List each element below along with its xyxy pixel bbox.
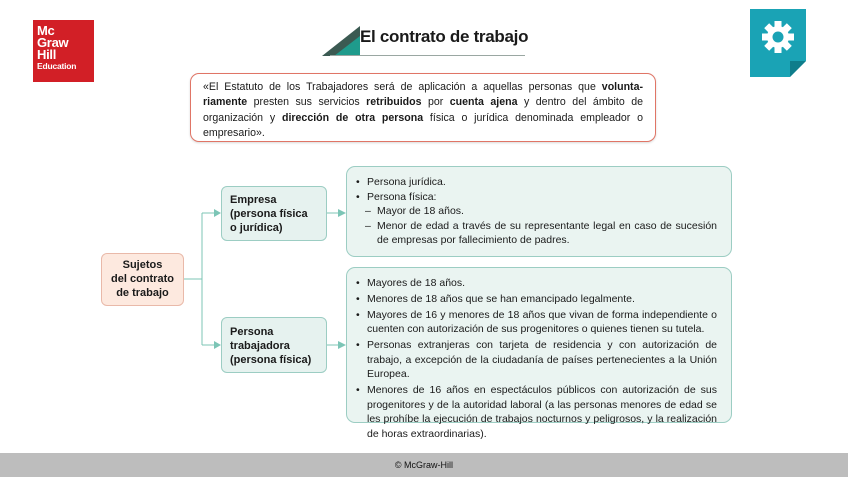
quote-bold: dirección de otra persona: [282, 111, 424, 124]
node-label: del contrato: [111, 273, 174, 285]
list-item: • Menores de 18 años que se han emancipado legalmente.: [356, 292, 717, 307]
quote-text: física o jurídica denominada empleador o empresario».: [203, 111, 644, 140]
logo-line: Education: [37, 61, 77, 71]
node-label: Empresa: [230, 194, 277, 206]
dash-marker: –: [365, 205, 371, 218]
persona-trabajadora-node: [221, 317, 327, 373]
node-label: (persona física): [230, 354, 312, 366]
quote-text: «El Estatuto de los Trabajadores será de aplicación a aquellas personas que: [203, 81, 602, 93]
list-item: • Menores de 16 años en espectáculos públicos con autorización de sus progenitores y de la autoridad laboral (a las personas menores de edad se les prohíbe la ejecución de trabajos nocturnos y peligrosos, y la realización de horas extraordinarias).: [356, 383, 717, 441]
empresa-node: [221, 186, 327, 241]
list-item: • Persona física:: [356, 190, 717, 205]
quote-text: por: [421, 96, 450, 109]
list-item: • Personas extranjeras con tarjeta de residencia y con autorización de trabajo, a excepción de la ciudadanía de países pertenecientes a la Unión Europea.: [356, 338, 717, 382]
quote-bold: retribuidos: [366, 96, 422, 109]
node-label: de trabajo: [116, 287, 169, 299]
quote-text: presten sus servicios: [247, 96, 367, 109]
page-title: El contrato de trabajo: [360, 27, 529, 46]
node-label: o jurídica): [230, 222, 283, 234]
quote-bold: voluntariamente: [203, 81, 643, 109]
quote-text: y dentro del ámbito de organización y: [203, 96, 643, 124]
node-label: (persona física: [230, 208, 308, 220]
sub-list-item: [356, 219, 717, 248]
node-label: trabajadora: [230, 340, 290, 352]
footer-copyright: © McGraw-Hill: [0, 453, 848, 477]
sub-list-item: [356, 204, 717, 219]
empresa-details-panel: [346, 166, 732, 257]
list-item: • Mayores de 16 y menores de 18 años que vivan de forma independiente o cuenten con autorización de sus progenitores o quienes tienen su tutela.: [356, 308, 717, 337]
quote-bold: cuenta ajena: [449, 96, 518, 109]
list-item: • Persona jurídica.: [356, 175, 717, 190]
node-label: Sujetos: [122, 259, 163, 271]
logo-line: Hill: [37, 47, 57, 62]
logo-line: Mc: [37, 23, 55, 38]
persona-details-panel: [346, 267, 732, 440]
sub-item-text: Mayor de 18 años.: [377, 205, 464, 218]
logo-line: Graw: [37, 35, 69, 50]
root-node: [101, 253, 184, 306]
node-label: Persona: [230, 326, 274, 338]
list-item: • Mayores de 18 años.: [356, 276, 717, 291]
dash-marker: –: [365, 219, 371, 232]
sub-item-text: Menor de edad a través de su representante legal en caso de sucesión de empresas por fallecimiento de padres.: [377, 219, 717, 247]
